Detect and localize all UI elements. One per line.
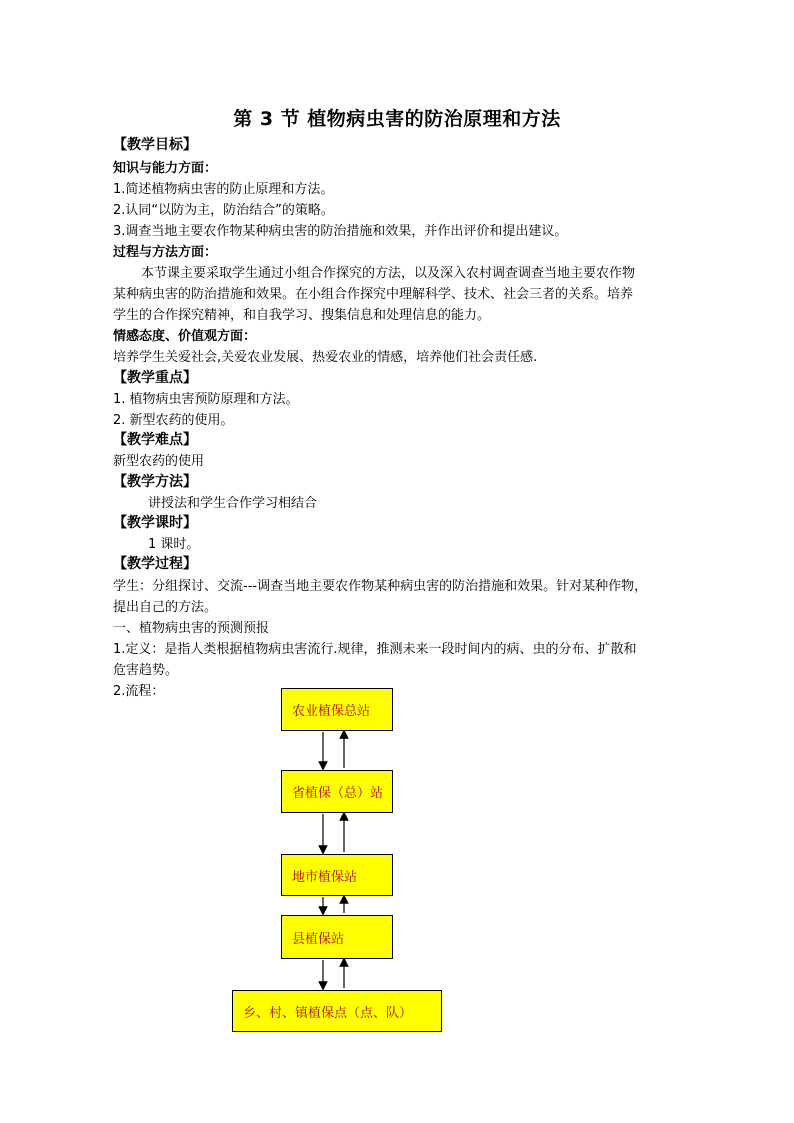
definition-text: 危害趋势。 <box>113 663 179 678</box>
teaching-process-heading: 【教学过程】 <box>113 556 197 572</box>
flow-node-national: 农业植保总站 <box>281 688 393 731</box>
flow-label: 2.流程： <box>113 684 165 699</box>
hours-text: 1 课时。 <box>148 537 200 552</box>
key-points-heading: 【教学重点】 <box>113 370 197 386</box>
flow-node-city: 地市植保站 <box>281 854 393 896</box>
flow-node-province: 省植保（总）站 <box>281 770 393 813</box>
flow-node-county: 县植保站 <box>281 915 393 959</box>
attitude-text: 培养学生关爱社会,关爱农业发展、热爱农业的情感，培养他们社会责任感. <box>113 350 538 365</box>
key-point-item: 2. 新型农药的使用。 <box>113 413 234 428</box>
knowledge-heading: 知识与能力方面： <box>113 161 218 176</box>
section-heading: 一、植物病虫害的预测预报 <box>113 621 270 636</box>
process-method-heading: 过程与方法方面： <box>113 245 218 260</box>
page-title: 第 3 节 植物病虫害的防治原理和方法 <box>233 108 561 130</box>
attitude-heading: 情感态度、价值观方面： <box>113 329 257 344</box>
knowledge-item: 2.认同“以防为主，防治结合”的策略。 <box>113 203 334 218</box>
difficulty-heading: 【教学难点】 <box>113 432 197 448</box>
teaching-process-intro: 提出自己的方法。 <box>113 600 218 615</box>
process-method-text: 某种病虫害的防治措施和效果。在小组合作探究中理解科学、技术、社会三者的关系。培养 <box>113 287 634 302</box>
method-heading: 【教学方法】 <box>113 474 197 490</box>
process-method-text: 本节课主要采取学生通过小组合作探究的方法，以及深入农村调查调查当地主要农作物 <box>141 266 636 281</box>
method-text: 讲授法和学生合作学习相结合 <box>148 496 318 511</box>
knowledge-item: 1.简述植物病虫害的防止原理和方法。 <box>113 182 334 197</box>
hours-heading: 【教学课时】 <box>113 515 197 531</box>
flow-node-township: 乡、村、镇植保点（点、队） <box>232 990 442 1032</box>
difficulty-text: 新型农药的使用 <box>113 454 205 469</box>
definition-text: 1.定义：是指人类根据植物病虫害流行.规律，推测未来一段时间内的病、虫的分布、扩散和 <box>113 642 637 657</box>
knowledge-item: 3.调查当地主要农作物某种病虫害的防治措施和效果，并作出评价和提出建议。 <box>113 224 568 239</box>
key-point-item: 1. 植物病虫害预防原理和方法。 <box>113 392 299 407</box>
teaching-process-intro: 学生：分组探讨、交流---调查当地主要农作物某种病虫害的防治措施和效果。针对某种作物， <box>113 579 648 594</box>
objectives-heading: 【教学目标】 <box>113 137 197 153</box>
process-method-text: 学生的合作探究精神，和自我学习、搜集信息和处理信息的能力。 <box>113 308 491 323</box>
